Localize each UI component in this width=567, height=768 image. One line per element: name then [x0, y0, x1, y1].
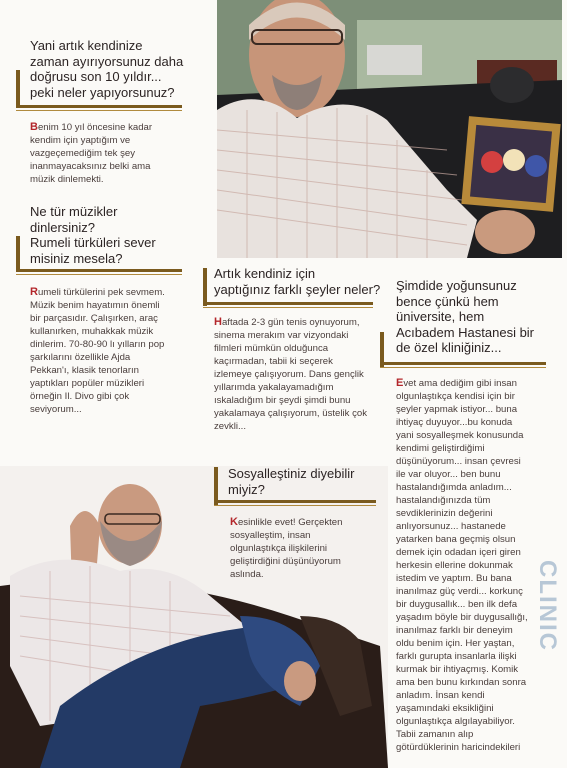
answer-block-3 — [214, 316, 379, 433]
seated-man-illustration — [0, 466, 388, 768]
accent-bar-horizontal — [380, 362, 546, 365]
accent-bar-vertical — [16, 236, 20, 272]
answer-4-text: esinlikle evet! Gerçekten sosyalleştim, insan olgunlaştıkça ilişkilerini geliştirdiğini düşünüyorum aslında. — [230, 517, 343, 580]
accent-bar-horizontal — [203, 302, 373, 305]
accent-bar-horizontal — [16, 269, 182, 272]
question-block-4 — [228, 466, 378, 497]
accent-rule — [16, 110, 182, 111]
drop-cap: K — [230, 516, 238, 528]
question-4-text: Sosyalleştiniz diyebilir miyiz? — [228, 466, 355, 497]
drop-cap: B — [30, 121, 38, 133]
answer-1-text: enim 10 yıl öncesine kadar kendim için yaptığım ve vazgeçemediğim tek şey inanmayacaksınız belki ama müzik dinlemekti. — [30, 122, 153, 185]
question-1-text: Yani artık kendinize zaman ayırıyorsunuz daha doğrusu son 10 yıldır... peki neler yapıyorsunuz? — [30, 38, 184, 100]
accent-rule — [380, 367, 546, 368]
question-block-2 — [30, 204, 200, 266]
drop-cap: E — [396, 377, 404, 389]
answer-3-text: aftada 2-3 gün tenis oynuyorum, sinema merakım var vizyondaki filmleri mümkün olduğunca kaçırmadan, tabii ki seçerek izlemeye çalışıyorum. Dans gençlik yıllarımda yakalayamadığım ıskaladığım bir şeydi şimdi bunu yakalamaya çalışıyorum, üstelik çok zevkli... — [214, 317, 368, 432]
answer-5-text: vet ama dediğim gibi insan olgunlaştıkça kendisi için bir şeyler yapmak istiyor... buna ihtiyaç duyuyor...bu konuda yani sosyalleşmek konusunda kendimi geliştirdiğimi düşünüyorum... insan çevresi ile var oluyor... ben bunu hastalandığımda anladım... hastalandığınızda tüm sevdiklerinizin değerini anlıyorsunuz... hastanede yatarken bana geçmiş olsun demek için odadan içeri giren herkesin ellerine dokunmak istedim ve yaptım. Bu bana inanılmaz güç verdi... korkunç bir duygusallık... ben ilk defa yaşadım böyle bir duygusallığı, inanılmaz farklı bir deneyim oldu benim için. Her yaştan, farklı gurupta insanlarla ilişki kurmak bir ihtiyaçmış. Komik ama ben bunu kırkından sonra anladım. İnsan kendi yaşamındaki eksikliğini olgunlaştıkça algılayabiliyor. Tabii zamanın alıp götürdüklerinin haricindekileri — [396, 378, 528, 753]
drop-cap: H — [214, 316, 222, 328]
question-block-5 — [396, 278, 561, 356]
accent-bar-horizontal — [214, 500, 376, 503]
answer-2-text: umeli türkülerini pek sevmem. Müzik benim hayatımın önemli bir parçasıdır. Çalışırken, araç kullanırken, muhakkak müzik dinlerim. 70-80-90 lı yılların pop şarkılarını özellikle Ajda Pekkan'ı, klasik tenorların yaptıkları popüler müzikleri örneğin Il. Divo gibi çok seviyorum... — [30, 287, 165, 415]
accent-rule — [203, 307, 373, 308]
question-5-text: Şimdide yoğunsunuz bence çünkü hem üniversite, hem Acıbadem Hastanesi bir de özel kliniğiniz... — [396, 278, 535, 355]
answer-block-2 — [30, 286, 195, 416]
car-scene-illustration — [217, 0, 562, 258]
answer-block-4 — [230, 516, 380, 581]
accent-bar-vertical — [16, 70, 20, 108]
clinic-watermark: CLINIC — [534, 560, 561, 652]
question-2-text: Ne tür müzikler dinlersiniz? Rumeli türküleri sever misiniz mesela? — [30, 204, 156, 266]
drop-cap: R — [30, 286, 38, 298]
answer-block-1 — [30, 121, 190, 186]
photo-man-seated — [0, 466, 388, 768]
photo-man-in-car — [217, 0, 562, 258]
question-block-3 — [214, 266, 384, 297]
accent-rule — [214, 505, 376, 506]
accent-bar-horizontal — [16, 105, 182, 108]
question-block-1 — [30, 38, 200, 100]
accent-rule — [16, 274, 182, 275]
question-3-text: Artık kendiniz için yaptığınız farklı şeyler neler? — [214, 266, 381, 297]
accent-bar-vertical — [203, 268, 207, 306]
